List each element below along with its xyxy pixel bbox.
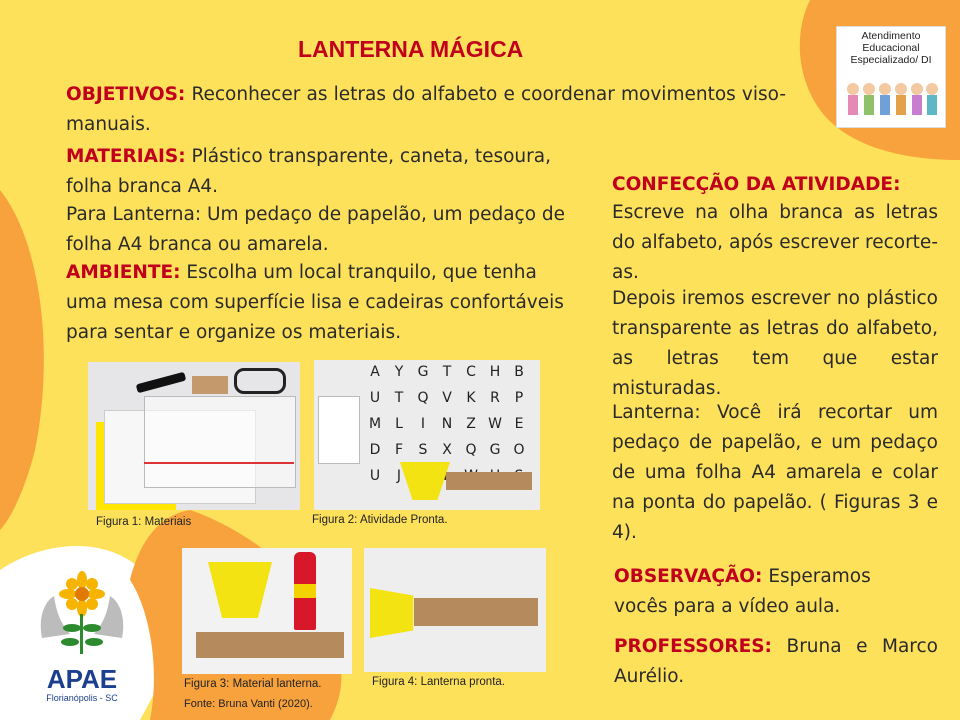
figure-2-letter: V xyxy=(442,390,452,406)
confeccao-label: CONFECÇÃO DA ATIVIDADE: xyxy=(612,174,901,195)
materiais-lanterna: Para Lanterna: Um pedaço de papelão, um pedaço de folha A4 branca ou amarela. xyxy=(66,204,566,255)
figure-2-letter: U xyxy=(369,390,381,406)
figure-2-letter: D xyxy=(369,442,381,458)
professores-paragraph xyxy=(614,632,938,692)
figure-2-letter: K xyxy=(466,390,476,406)
figure-2-letter: A xyxy=(370,364,380,380)
figures-source: Fonte: Bruna Vanti (2020). xyxy=(184,698,313,710)
figure-2-letter: G xyxy=(489,442,501,458)
figure-2-letter: E xyxy=(514,416,524,432)
figure-2-letter: U xyxy=(369,468,381,484)
figure-2-letter: S xyxy=(418,442,428,458)
figure-2-letter: X xyxy=(442,442,452,458)
figure-3-caption: Figura 3: Material lanterna. xyxy=(184,678,322,690)
apae-name: APAE xyxy=(46,664,118,694)
objetivos-text: Reconhecer as letras do alfabeto e coordenar movimentos viso-manuais. xyxy=(66,84,786,135)
confeccao-p3: Lanterna: Você irá recortar um pedaço de papelão, e um pedaço de uma folha A4 amarela e colar na ponta do papelão. ( Figuras 3 e 4). xyxy=(612,402,938,543)
figure-2-letter: J xyxy=(396,468,402,484)
figure-2-photo xyxy=(314,360,540,510)
figure-2-letter: H xyxy=(489,364,501,380)
badge-line3: Especializado/ DI xyxy=(850,54,932,66)
observacao-paragraph xyxy=(614,562,884,622)
materiais-paragraph xyxy=(66,142,566,202)
figure-2-letter: Z xyxy=(466,416,476,432)
badge-children-illustration xyxy=(843,79,939,121)
figure-2-letter: G xyxy=(417,364,429,380)
figure-2-letter: Q xyxy=(417,390,429,406)
figure-2-letter: P xyxy=(514,390,524,406)
badge-line1: Atendimento xyxy=(861,30,921,42)
ambiente-label: AMBIENTE: xyxy=(66,262,181,283)
figure-2-letter: Q xyxy=(465,442,477,458)
figure-2-letter: Y xyxy=(394,364,404,380)
figure-2-letter: I xyxy=(420,416,426,432)
confeccao-p1: Escreve na olha branca as letras do alfabeto, após escrever recorte-as. xyxy=(612,202,938,283)
apae-city: Florianópolis - SC xyxy=(46,693,118,703)
apae-logo xyxy=(34,568,130,702)
objetivos-label: OBJETIVOS: xyxy=(66,84,186,105)
apae-flower-hands-icon xyxy=(34,568,130,660)
figure-2-caption: Figura 2: Atividade Pronta. xyxy=(312,514,448,526)
professores-label: PROFESSORES: xyxy=(614,636,772,657)
professores-text: Bruna e Marco Aurélio. xyxy=(614,636,938,687)
figure-2-letter: N xyxy=(441,416,453,432)
figure-2-letter: O xyxy=(513,442,525,458)
observacao-label: OBSERVAÇÃO: xyxy=(614,566,763,587)
figure-3-photo xyxy=(182,548,352,674)
figure-1-caption: Figura 1: Materiais xyxy=(96,516,192,528)
figure-1-photo xyxy=(88,362,300,510)
figure-2-letter: B xyxy=(514,364,524,380)
page-title: LANTERNA MÁGICA xyxy=(298,36,524,62)
aee-badge xyxy=(836,26,946,128)
objetivos-paragraph xyxy=(66,80,786,140)
figure-4-caption: Figura 4: Lanterna pronta. xyxy=(372,676,505,688)
badge-line2: Educacional xyxy=(862,42,920,54)
figure-2-letter-grid xyxy=(364,364,538,484)
figure-2-letter: W xyxy=(488,416,502,432)
materiais-label: MATERIAIS: xyxy=(66,146,186,167)
figure-4-photo xyxy=(364,548,546,672)
orange-blob-left xyxy=(0,150,70,530)
materiais-text: Plástico transparente, caneta, tesoura, folha branca A4. xyxy=(66,146,551,197)
observacao-text: Esperamos vocês para a vídeo aula. xyxy=(614,566,871,617)
figure-2-letter: T xyxy=(442,364,452,380)
confeccao-p2: Depois iremos escrever no plástico transparente as letras do alfabeto, as letras tem que estar misturadas. xyxy=(612,288,938,399)
figure-2-letter: R xyxy=(490,390,500,406)
figure-2-letter: T xyxy=(394,390,404,406)
figure-2-letter: F xyxy=(394,442,404,458)
figure-2-letter: C xyxy=(466,364,476,380)
ambiente-paragraph xyxy=(66,258,566,348)
figure-2-letter: L xyxy=(395,416,403,432)
figure-2-letter: M xyxy=(368,416,382,432)
ambiente-text: Escolha um local tranquilo, que tenha uma mesa com superfície lisa e cadeiras confortáveis para sentar e organize os materiais. xyxy=(66,262,564,343)
